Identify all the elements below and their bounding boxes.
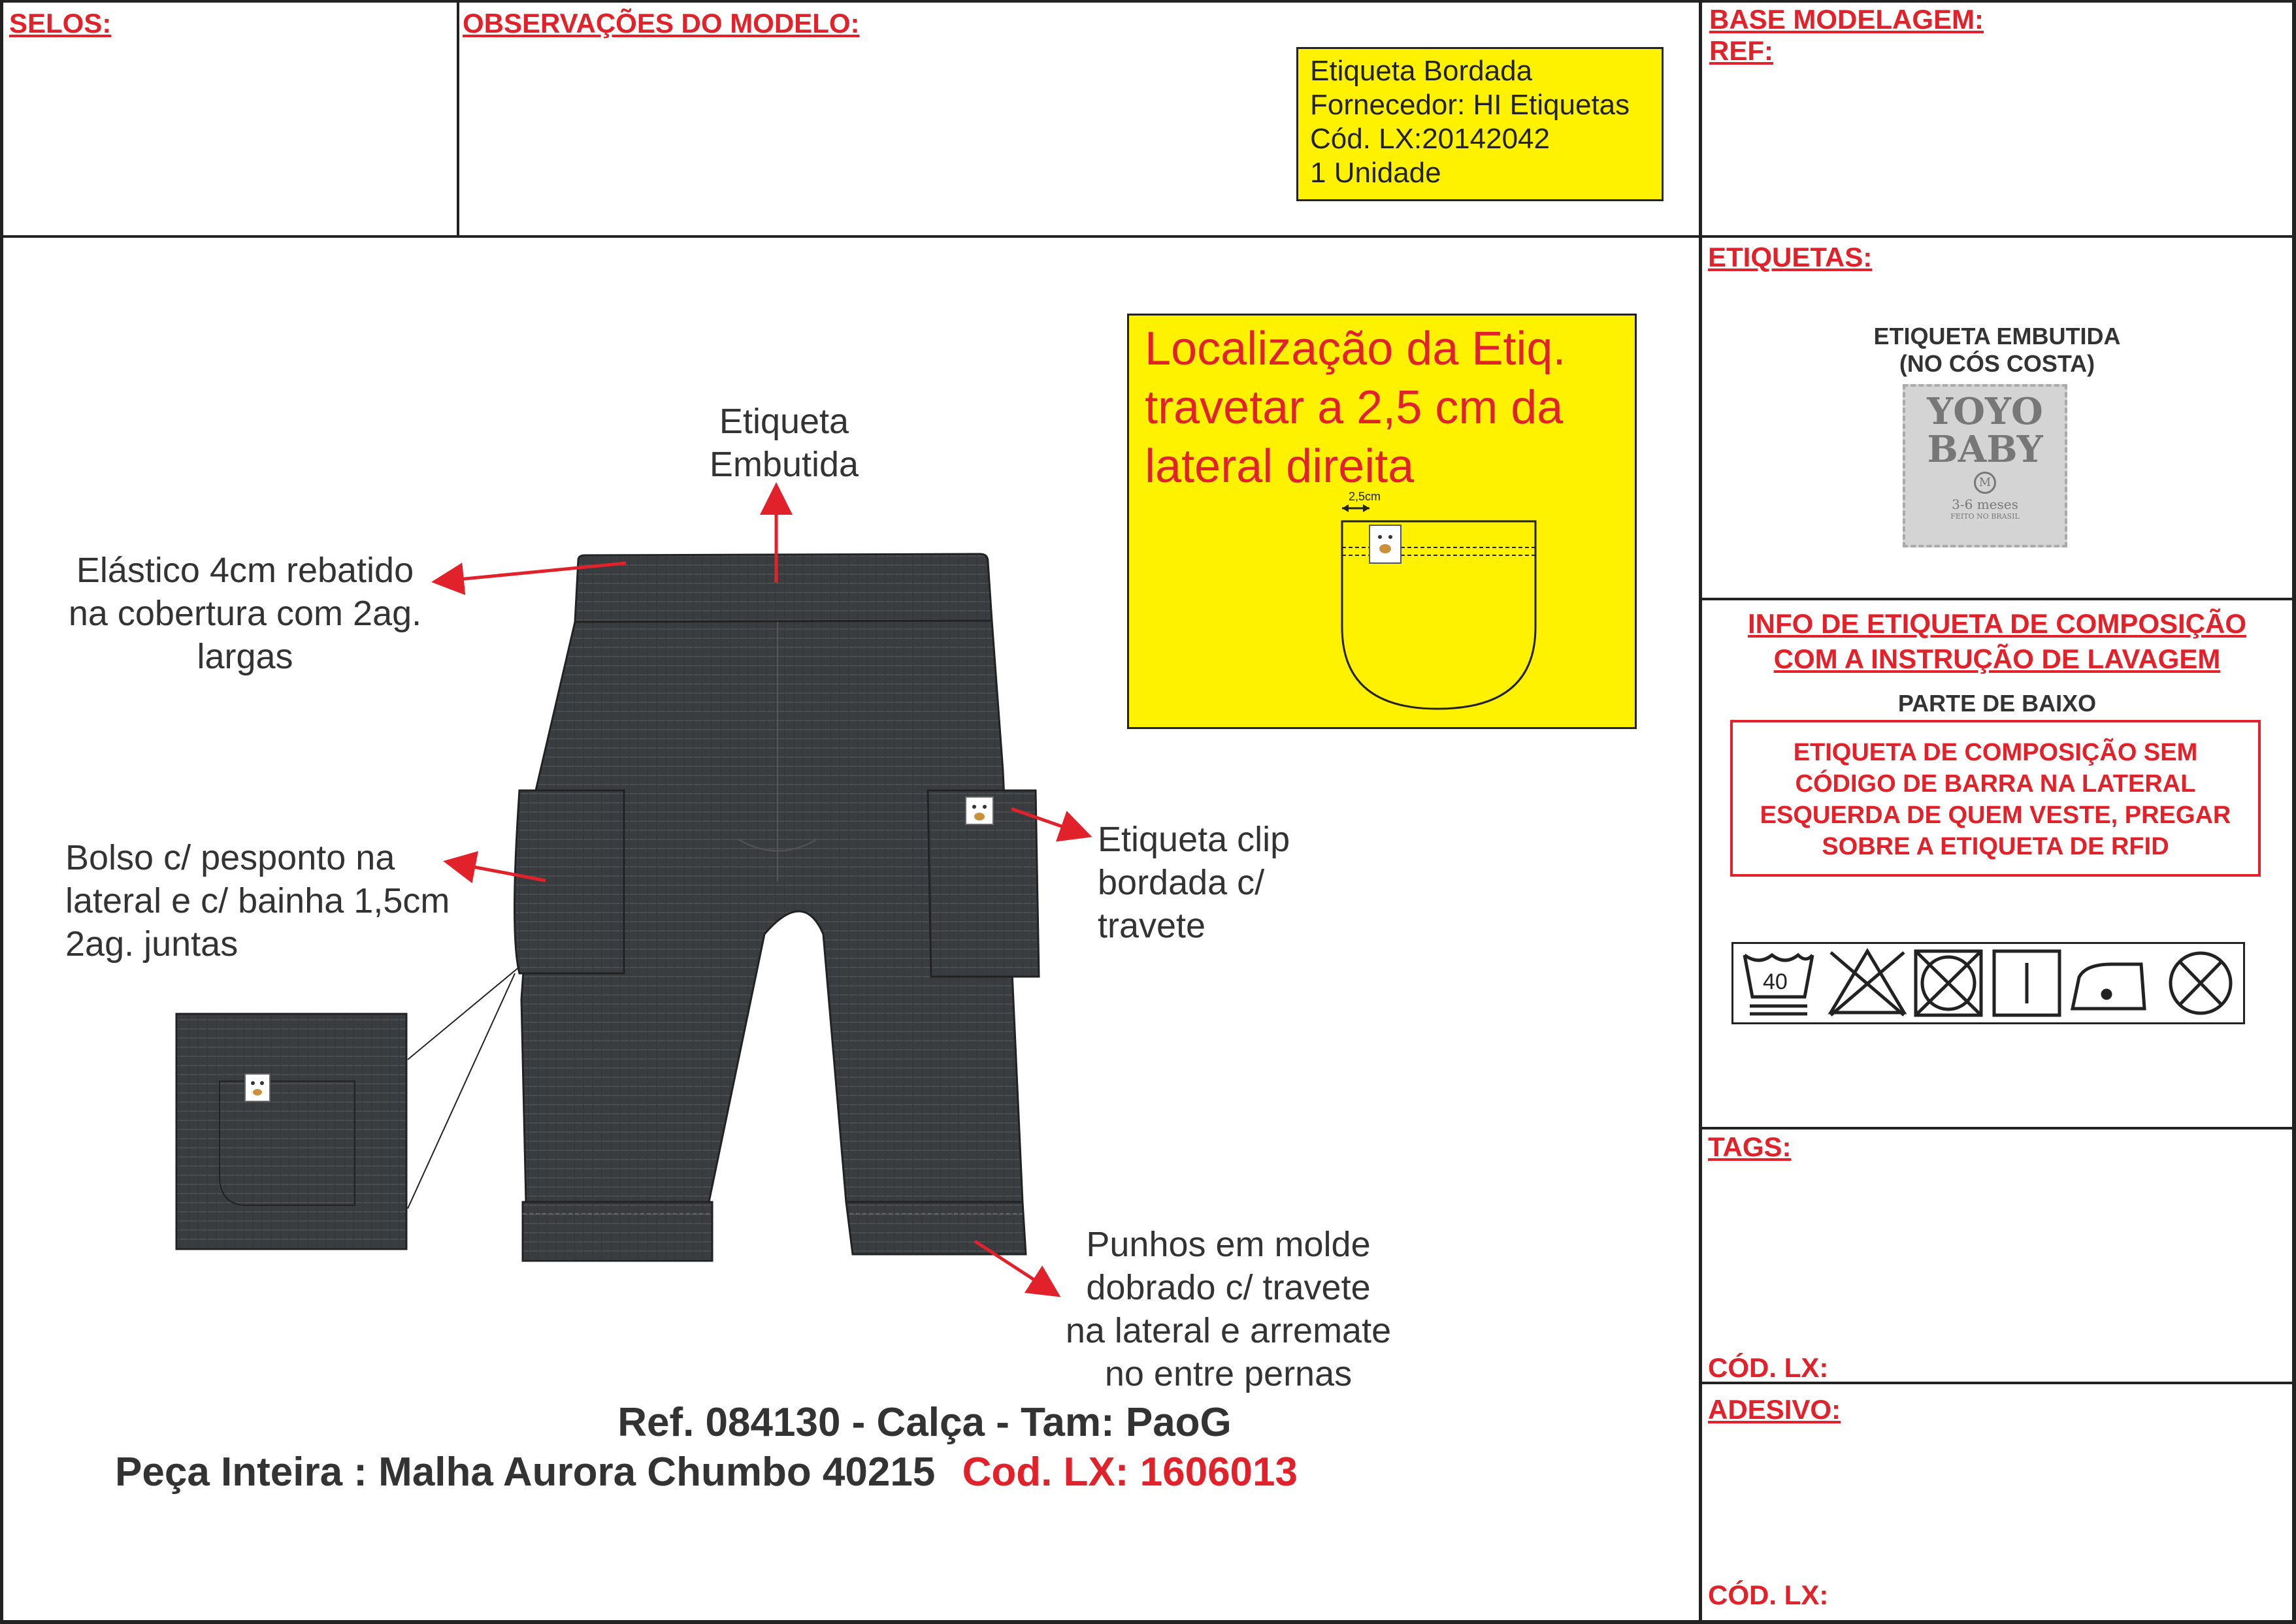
ann-line: na cobertura com 2ag. bbox=[68, 594, 422, 633]
base-modelagem-label: BASE MODELAGEM: bbox=[1709, 4, 1984, 35]
obs-line: Etiqueta Bordada bbox=[1310, 55, 1533, 87]
caption-line: ETIQUETA EMBUTIDA bbox=[1873, 323, 2121, 349]
footer-cod-lx: Cod. LX: 1606013 bbox=[962, 1450, 1298, 1495]
age-text: 3-6 meses bbox=[1952, 496, 2018, 512]
parte-baixo: PARTE DE BAIXO bbox=[1897, 690, 2097, 717]
ann-line: Bolso c/ pesponto na bbox=[65, 838, 395, 877]
ann-line: Etiqueta bbox=[719, 402, 849, 441]
ref-label: REF: bbox=[1709, 35, 1773, 66]
ann-line: largas bbox=[197, 637, 293, 676]
size-badge: M bbox=[1974, 472, 1996, 494]
location-line: travetar a 2,5 cm da bbox=[1145, 382, 1564, 434]
sidebar-sep-1 bbox=[1699, 235, 2296, 238]
made-text: FEITO NO BRASIL bbox=[1950, 512, 2020, 521]
obs-line: Cód. LX:20142042 bbox=[1310, 123, 1550, 155]
adesivo-title: ADESIVO: bbox=[1708, 1394, 1841, 1425]
wash-temp-text: 40 bbox=[1763, 969, 1788, 994]
ann-line: Punhos em molde bbox=[1086, 1225, 1371, 1264]
composicao-line: ESQUERDA DE QUEM VESTE, PREGAR bbox=[1760, 802, 2231, 829]
location-line: Localização da Etiq. bbox=[1145, 323, 1566, 375]
sidebar-sep-2 bbox=[1699, 598, 2296, 600]
obs-line: 1 Unidade bbox=[1310, 157, 1441, 189]
iron-low-icon bbox=[2073, 964, 2144, 1009]
brand-label bbox=[1903, 384, 2067, 547]
ann-line: Etiqueta clip bbox=[1098, 820, 1290, 859]
annotation-etiqueta-embutida bbox=[653, 400, 915, 486]
composicao-line: CÓDIGO DE BARRA NA LATERAL bbox=[1795, 770, 2196, 798]
footer-fabric bbox=[115, 1449, 1298, 1495]
ann-line: bordada c/ bbox=[1098, 863, 1265, 902]
ann-line: lateral e c/ bainha 1,5cm bbox=[65, 881, 450, 920]
adesivo-cod-lx: CÓD. LX: bbox=[1708, 1580, 1829, 1610]
no-tumble-dry-icon bbox=[1916, 951, 1981, 1015]
tags-cod-lx: CÓD. LX: bbox=[1708, 1352, 1829, 1383]
info-title-line: INFO DE ETIQUETA DE COMPOSIÇÃO bbox=[1747, 608, 2247, 639]
sidebar-sep-3 bbox=[1699, 1127, 2296, 1129]
composicao-line: SOBRE A ETIQUETA DE RFID bbox=[1822, 833, 2169, 860]
care-icons-row bbox=[1733, 943, 2244, 1023]
ann-line: 2ag. juntas bbox=[65, 924, 238, 964]
brand-line: BABY bbox=[1927, 428, 2043, 471]
annotation-bolso bbox=[65, 836, 510, 966]
annotation-elastico bbox=[33, 549, 457, 678]
obs-line: Fornecedor: HI Etiquetas bbox=[1310, 89, 1630, 121]
info-title bbox=[1702, 606, 2292, 677]
annotation-etiqueta-clip bbox=[1098, 818, 1424, 947]
ann-line: dobrado c/ travete bbox=[1086, 1268, 1371, 1307]
info-title-line: COM A INSTRUÇÃO DE LAVAGEM bbox=[1773, 643, 2221, 674]
embutida-caption bbox=[1702, 323, 2292, 378]
no-dry-clean-icon bbox=[2171, 953, 2231, 1013]
wash-40-icon bbox=[1745, 955, 1812, 1014]
ann-line: travete bbox=[1098, 906, 1206, 945]
footer-fabric-line: Peça Inteira : Malha Aurora Chumbo 40215 bbox=[115, 1450, 936, 1495]
location-line: lateral direita bbox=[1145, 440, 1415, 493]
ann-line: Elástico 4cm rebatido bbox=[76, 551, 414, 590]
tags-title: TAGS: bbox=[1708, 1131, 1792, 1162]
composicao-line: ETIQUETA DE COMPOSIÇÃO SEM bbox=[1793, 739, 2198, 766]
ann-line: na lateral e arremate bbox=[1065, 1311, 1392, 1350]
selos-label: SELOS: bbox=[9, 8, 112, 39]
line-dry-icon bbox=[1994, 951, 2059, 1015]
observacoes-label: OBSERVAÇÕES DO MODELO: bbox=[463, 8, 860, 39]
sidebar-divider bbox=[1699, 0, 1702, 1624]
ann-line: no entre pernas bbox=[1104, 1354, 1353, 1393]
annotation-punhos bbox=[1019, 1223, 1437, 1395]
caption-line: (NO CÓS COSTA) bbox=[1899, 350, 2095, 377]
composicao-box bbox=[1730, 720, 2261, 877]
ann-line: Embutida bbox=[709, 445, 859, 484]
brand-line: YOYO bbox=[1927, 390, 2043, 433]
outer-border-right bbox=[2292, 0, 2296, 1624]
measure-label: 2,5cm bbox=[1349, 490, 1381, 503]
etiquetas-title: ETIQUETAS: bbox=[1708, 242, 1873, 272]
no-bleach-icon bbox=[1831, 951, 1904, 1015]
footer-ref-line: Ref. 084130 - Calça - Tam: PaoG bbox=[617, 1400, 1232, 1445]
